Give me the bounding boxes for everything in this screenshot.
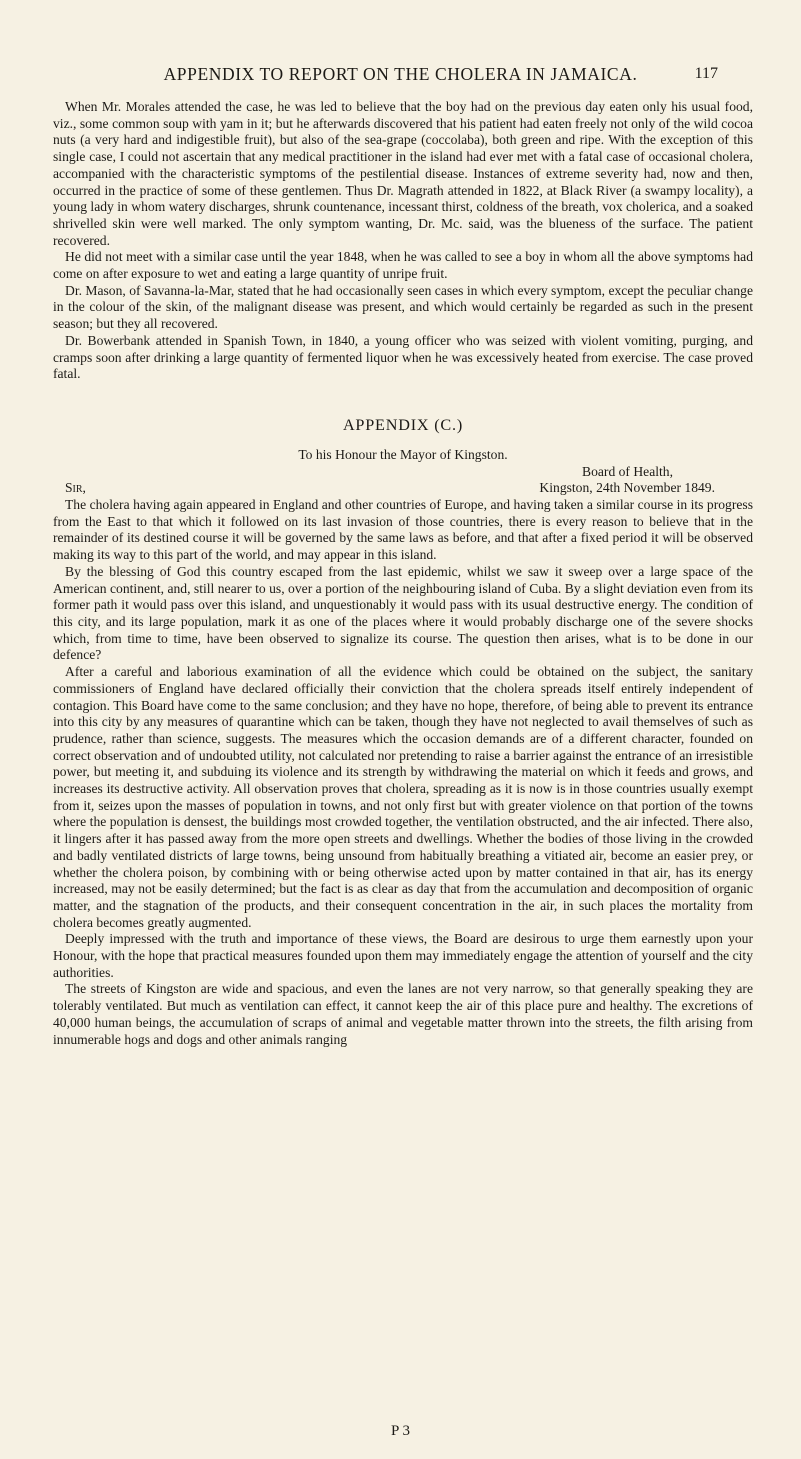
page-number: 117	[694, 65, 718, 82]
letter-salutation: Sir,	[65, 480, 86, 496]
letter-addressee: To his Honour the Mayor of Kingston.	[298, 446, 508, 462]
paragraph: When Mr. Morales attended the case, he was led to believe that the boy had on the previous day eaten only his usual food, viz., some common soup with yam in it; but he afterwards discovered that his patient had eaten freely not only of the wild cocoa nuts (a very hard and indigestible fruit), but also of the sea-grape (coccolaba), both green and ripe. With the exception of this single case, I could not ascertain that any medical practitioner in the island had ever met with a fatal case of occasional cholera, accompanied with the characteristic symptoms of the pestilential disease. Instances of extreme severity had, now and then, occurred in the practice of some of these gentlemen. Thus Dr. Magrath attended in 1822, at Black River (a swampy locality), a young lady in whom watery discharges, shrunk countenance, incessant thirst, coldness of the breath, vox cholerica, and a soaked shrivelled skin were well marked. The only symptom wanting, Dr. Mc. said, was the blueness of the surface. The patient recovered.	[53, 99, 753, 248]
paragraph: After a careful and laborious examination of all the evidence which could be obtained on the subject, the sanitary commissioners of England have declared officially their conviction that the cholera spreads itself entirely independent of contagion. This Board have come to the same conclusion; and they have no hope, therefore, of being able to prevent its entrance into this city by any measures of quarantine which can be taken, though they have not neglected to avail themselves of such as prudence, rather than science, suggests. The measures which the occasion demands are of a different character, founded on correct observation and of undoubted utility, not calculated nor pretending to raise a barrier against the entrance of an irresistible power, but meeting it, and subduing its violence and its strength by withdrawing the material on which it feeds and grows, and increases its destructive activity. All observation proves that cholera, spreading as it is now is in those countries usually exempt from it, seizes upon the masses of population in towns, and not only first but with greater violence on that portion of the towns where the population is densest, the buildings most crowded together, the ventilation obstructed, and the air infected. There also, it lingers after it has passed away from the more open streets and dwellings. Whether the bodies of those living in the crowded and badly ventilated districts of large towns, being unsound from habitually breathing a vitiated air, become an easier prey, or whether the cholera poison, by combining with or being otherwise acted upon by matter contained in that air, has its energy increased, may not be easily determined; but the fact is as clear as day that from the accumulation and decomposition of organic matter, and the stagnation of the products, and their consequent concentration in the air, in such places the mortality from cholera becomes greatly augmented.	[53, 664, 753, 930]
running-head: APPENDIX TO REPORT ON THE CHOLERA IN JAMAICA.	[163, 64, 638, 84]
section-title: APPENDIX (C.)	[342, 415, 464, 434]
paragraph: Dr. Bowerbank attended in Spanish Town, in 1840, a young officer who was seized with violent vomiting, purging, and cramps soon after drinking a large quantity of fermented liquor when he was excessively heated from exercise. The case proved fatal.	[53, 332, 753, 382]
salutation-row	[53, 480, 753, 497]
letter-board: Board of Health,	[582, 463, 673, 479]
page-header	[0, 62, 801, 86]
page-body	[53, 99, 753, 1048]
paragraph: Deeply impressed with the truth and importance of these views, the Board are desirous to urge them earnestly upon your Honour, with the hope that practical measures founded upon them may immediately engage the attention of yourself and the city authorities.	[53, 931, 753, 980]
paragraph: He did not meet with a similar case until the year 1848, when he was called to see a boy in whom all the above symptoms had come on after exposure to wet and eating a large quantity of unripe fruit.	[53, 249, 753, 282]
paragraph: By the blessing of God this country escaped from the last epidemic, whilst we saw it sweep over a large space of the American continent, and, still nearer to us, over a portion of the neighbouring island of Cuba. By a slight deviation even from its former path it would pass over this island, and unquestionably it would pass with its usual destructive energy. The condition of this city, and its large population, mark it as one of the places where it would probably discharge one of the severe shocks which, from time to time, have been observed to signalize its course. The question then arises, what is to be done in our defence?	[53, 563, 753, 663]
paragraph: Dr. Mason, of Savanna-la-Mar, stated that he had occasionally seen cases in which every symptom, except the peculiar change in the colour of the skin, of the malignant disease was present, and which would certainly be regarded as such in the present season; but they all recovered.	[53, 282, 753, 332]
letter-dateline: Kingston, 24th November 1849.	[539, 480, 715, 496]
signature-mark: P 3	[390, 1423, 411, 1439]
paragraph: The streets of Kingston are wide and spacious, and even the lanes are not very narrow, so that generally speaking they are tolerably ventilated. But much as ventilation can effect, it cannot keep the air of this place pure and healthy. The excretions of 40,000 human beings, the accumulation of scraps of animal and vegetable matter thrown into the streets, the filth arising from innumerable hogs and dogs and other animals ranging	[53, 981, 753, 1047]
paragraph: The cholera having again appeared in England and other countries of Europe, and having taken a similar course in its progress from the East to that which it followed on its last invasion of those countries, there is every reason to believe that in the remainder of its destined course it will be governed by the same laws as before, and that after a fixed period it will be observed making its way to this part of the world, and may appear in this island.	[53, 497, 753, 563]
